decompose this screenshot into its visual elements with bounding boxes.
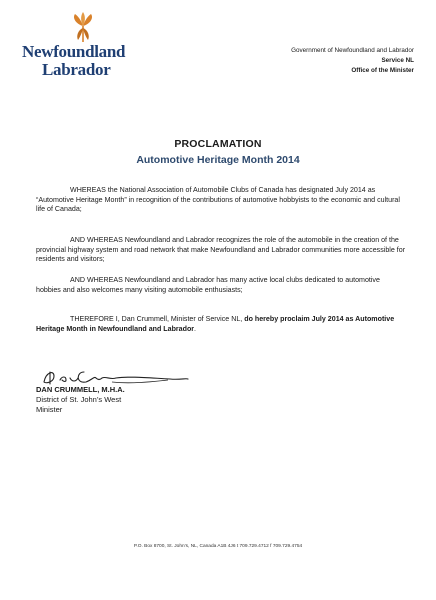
pitcher-plant-icon: [66, 12, 100, 44]
department-name: Service NL: [381, 57, 414, 64]
footer-contact: P.O. Box 8700, St. John’s, NL, Canada A1B 4J6 t 709.729.4712 f 709.729.4754: [133, 544, 303, 549]
paragraph-whereas-3: [36, 276, 406, 295]
government-logo: [18, 12, 158, 82]
proclamation-statement: do hereby proclaim July 2014 as Automotive Heritage Month in Newfoundland and Labrador: [36, 315, 395, 333]
office-name: Office of the Minister: [351, 67, 414, 74]
paragraph-text: AND WHEREAS Newfoundland and Labrador recognizes the role of the automobile in the creation of the provincial highway system and road network that make Newfoundland and Labrador communities more accessible for residents and visitors;: [36, 236, 406, 264]
signer-name: DAN CRUMMELL, M.H.A.: [36, 385, 125, 394]
paragraph-text: WHEREAS the National Association of Automobile Clubs of Canada has designated July 2014 as “Automotive Heritage Month” in recognition of the contributions of automotive hobbyists to the economic and cultural life of Canada;: [36, 186, 400, 214]
logo-newfoundland: Newfoundland: [22, 42, 126, 61]
proclamation-title: PROCLAMATION: [174, 138, 262, 150]
logo-labrador: Labrador: [42, 60, 111, 79]
paragraph-whereas-1: [36, 186, 406, 215]
government-header: [291, 46, 414, 76]
government-name: Government of Newfoundland and Labrador: [291, 47, 414, 54]
signer-district: District of St. John’s West: [36, 395, 122, 404]
signer-title: Minister: [36, 405, 63, 414]
paragraph-therefore: [36, 315, 406, 334]
paragraph-text: THEREFORE I, Dan Crummell, Minister of Service NL,: [70, 315, 245, 323]
proclamation-subtitle: Automotive Heritage Month 2014: [136, 154, 300, 166]
paragraph-whereas-2: [36, 236, 406, 265]
paragraph-text: AND WHEREAS Newfoundland and Labrador has many active local clubs dedicated to automotive hobbies and also welcomes many visiting automobile enthusiasts;: [36, 276, 380, 294]
signature-block: [36, 385, 125, 415]
paragraph-end: .: [194, 324, 197, 333]
